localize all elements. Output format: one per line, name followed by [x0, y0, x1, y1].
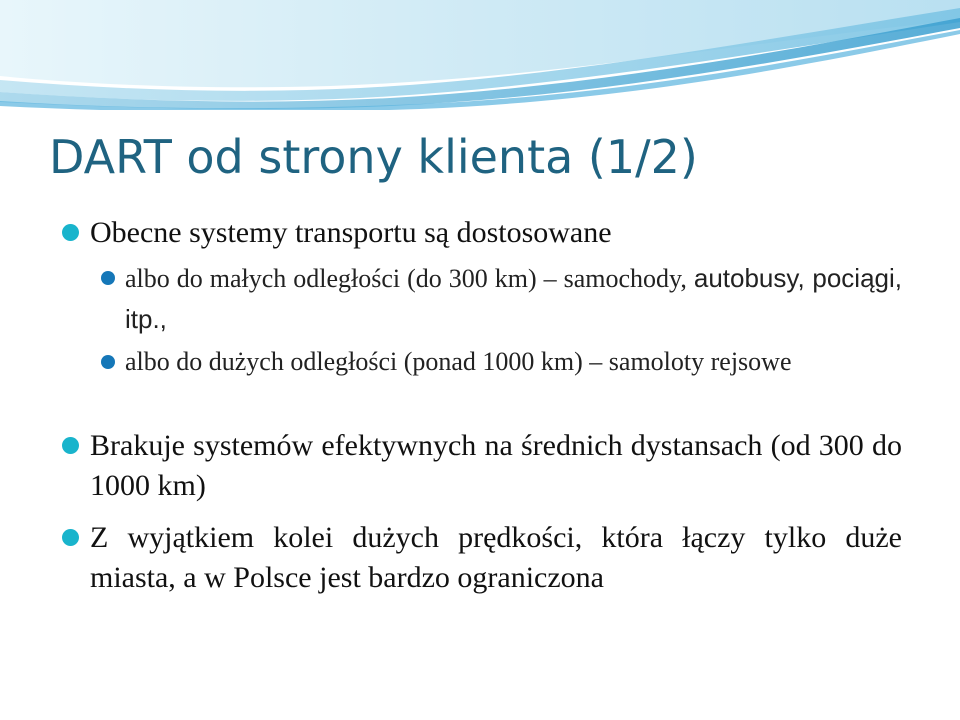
round-bullet-icon: [101, 271, 115, 285]
bullet-text-continuation: autobusy, pociągi, itp.,: [125, 263, 903, 334]
bullet-text: Z wyjątkiem kolei dużych prędkości, która łączy tylko duże miasta, a w Polsce jest bardzo ograniczona: [90, 521, 902, 594]
decorative-waves-header: [0, 0, 960, 110]
bullet-text: albo do małych odległości (do 300 km) – samochody,: [125, 264, 687, 293]
round-bullet-icon: [62, 437, 79, 454]
bullet-item-high-speed-rail: [90, 518, 902, 598]
bullet-text: Brakuje systemów efektywnych na średnich dystansach (od 300 do 1000 km): [90, 429, 902, 502]
bullet-item-current-systems: [90, 213, 902, 253]
bullet-text: Obecne systemy transportu są dostosowane: [90, 216, 612, 249]
slide-title: DART od strony klienta (1/2): [49, 130, 698, 184]
round-bullet-icon: [62, 529, 79, 546]
bullet-text: albo do dużych odległości (ponad 1000 km) – samoloty rejsowe: [125, 347, 792, 376]
bullet-item-medium-distances: [90, 426, 902, 506]
round-bullet-icon: [62, 224, 79, 241]
bullet-item-short-distances: [125, 258, 902, 340]
round-bullet-icon: [101, 355, 115, 369]
bullet-item-long-distances: [125, 342, 902, 382]
